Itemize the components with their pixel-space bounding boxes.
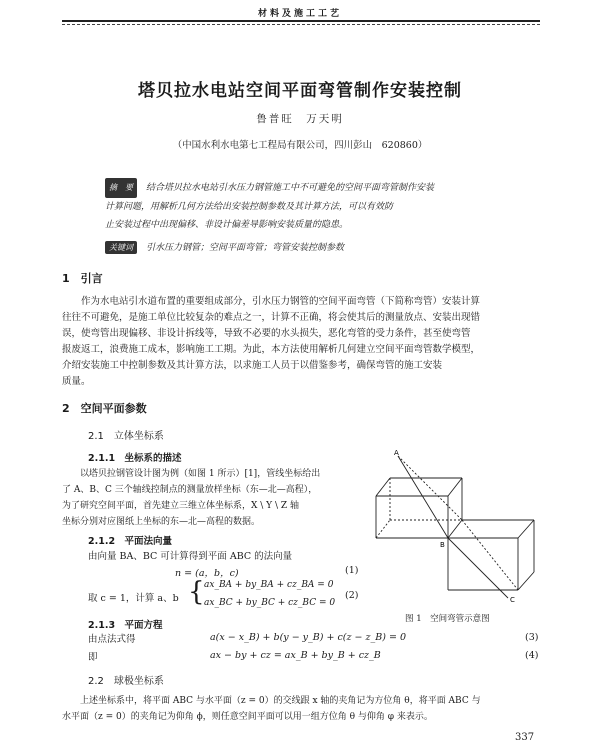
header-rule-dashed <box>62 24 540 25</box>
running-header: 材料及施工工艺 <box>257 9 342 19</box>
affiliation: （中国水利水电第七工程局有限公司，四川彭山 620860） <box>172 140 428 151</box>
equation-2-number: (2) <box>345 590 359 601</box>
subsubsection-heading-2-1-2: 2.1.2 平面法向量 <box>88 536 173 547</box>
section-heading-2: 2 空间平面参数 <box>62 402 147 415</box>
equation-2-brace: { <box>188 577 205 607</box>
s22-line: 上述坐标系中，将平面 ABC 与水平面（z = 0）的交线跟 x 轴的夹角记为方位角 θ，将平面 ABC 与 <box>80 696 481 706</box>
page-number: 337 <box>515 732 535 743</box>
box2-edge <box>518 572 534 590</box>
box-edge <box>448 520 462 538</box>
equation-1-number: (1) <box>345 565 359 576</box>
intro-line: 报废返工，浪费施工成本，影响施工工期。为此，本方法使用解析几何建立空间平面弯管数学模型， <box>62 344 481 355</box>
abstract-line: 止安装过程中出现偏移、非设计偏差导影响安装质量的隐患。 <box>105 220 349 230</box>
point-label-a: A <box>394 449 399 457</box>
equation-1: n = (a，b，c) <box>175 568 239 579</box>
intro-paragraph <box>62 294 540 390</box>
pipe-axis-ab <box>398 456 448 538</box>
equation-4-number: (4) <box>525 650 539 661</box>
subsubsection-heading-2-1-1: 2.1.1 坐标系的描述 <box>88 453 182 464</box>
authors: 鲁普旺 万天明 <box>256 113 344 125</box>
equation-2-line-1: ax_BA + by_BA + cz_BA = 0 <box>204 580 334 590</box>
box-edge <box>448 478 462 496</box>
s212-text: 由向量 BA、BC 可计算得到平面 ABC 的法向量 <box>88 551 293 562</box>
s211-line: 了 A、B、C 三个轴线控制点的测量放样坐标（东—北—高程）， <box>62 485 318 495</box>
equation-2-line-2: ax_BC + by_BC + cz_BC = 0 <box>204 598 336 608</box>
box-edge <box>376 478 390 496</box>
abstract-line: 计算问题，用解析几何方法给出安装控制参数及其计算方法，可以有效防 <box>105 202 394 212</box>
abstract <box>105 178 520 234</box>
equation-4: ax − by + cz = ax_B + by_B + cz_B <box>210 650 381 661</box>
intro-line: 质量。 <box>62 376 91 387</box>
equation-4-label: 即 <box>88 652 98 663</box>
subsection-heading-2-1: 2.1 立体坐标系 <box>88 431 164 442</box>
point-label-b: B <box>440 541 445 549</box>
pipe-axis-aux <box>398 456 462 520</box>
subsubsection-heading-2-1-3: 2.1.3 平面方程 <box>88 620 163 631</box>
s211-paragraph <box>62 466 362 530</box>
keywords-label: 关键词 <box>105 241 137 254</box>
equation-3-label: 由点法式得 <box>88 634 136 645</box>
pipe-axis-bc <box>448 538 508 598</box>
keywords <box>105 240 525 254</box>
figure-1-caption: 图 1 空间弯管示意图 <box>405 614 490 624</box>
abstract-line: 摘 要 结合塔贝拉水电站引水压力钢管施工中不可避免的空间平面弯管制作安装 <box>105 178 520 198</box>
paper-title: 塔贝拉水电站空间平面弯管制作安装控制 <box>138 81 462 101</box>
equation-2-prefix: 取 c = 1，计算 a、b <box>88 593 179 604</box>
keywords-text: 引水压力钢管；空间平面弯管；弯管安装控制参数 <box>146 243 345 253</box>
intro-line: 误，使弯管出现偏移、非设计拆线等，导致不必要的水头损失，恶化弯管的受力条件，甚至使弯管 <box>62 328 471 339</box>
intro-line: 介绍安装施工中控制参数及其计算方法，以求施工人员于以借鉴参考，确保弯管的施工安装 <box>62 360 443 371</box>
s22-paragraph <box>62 693 547 725</box>
subsection-heading-2-2: 2.2 球极坐标系 <box>88 676 164 687</box>
intro-line: 往往不可避免，是施工单位比较复杂的难点之一，计算不正确，将会使其后的测量放点、安装出现错 <box>62 312 481 323</box>
s211-line: 以塔贝拉钢管设计图为例（如图 1 所示）[1]，管线坐标给出 <box>80 469 321 479</box>
header-rule <box>62 20 540 22</box>
equation-3-number: (3) <box>525 632 539 643</box>
s211-line: 为了研究空间平面，首先建立三维立体坐标系，X \ Y \ Z 轴 <box>62 501 299 511</box>
figure-1-diagram <box>368 448 550 608</box>
intro-line: 作为水电站引水道布置的重要组成部分，引水压力钢管的空间平面弯管（下简称弯管）安装计算 <box>81 296 481 307</box>
equation-3: a(x − x_B) + b(y − y_B) + c(z − z_B) = 0 <box>210 632 406 643</box>
s211-line: 坐标分别对应图纸上坐标的东—北—高程的数据。 <box>62 517 261 527</box>
box-edge-hidden <box>376 520 390 538</box>
point-label-c: C <box>510 596 515 604</box>
section-heading-intro: 1 引言 <box>62 272 103 285</box>
abstract-label: 摘 要 <box>105 178 137 198</box>
box2-edge <box>518 520 534 538</box>
s22-line: 水平面（z = 0）的夹角记为仰角 ϕ，则任意空间平面可以用一组方位角 θ 与仰角 φ 来表示。 <box>62 712 433 722</box>
